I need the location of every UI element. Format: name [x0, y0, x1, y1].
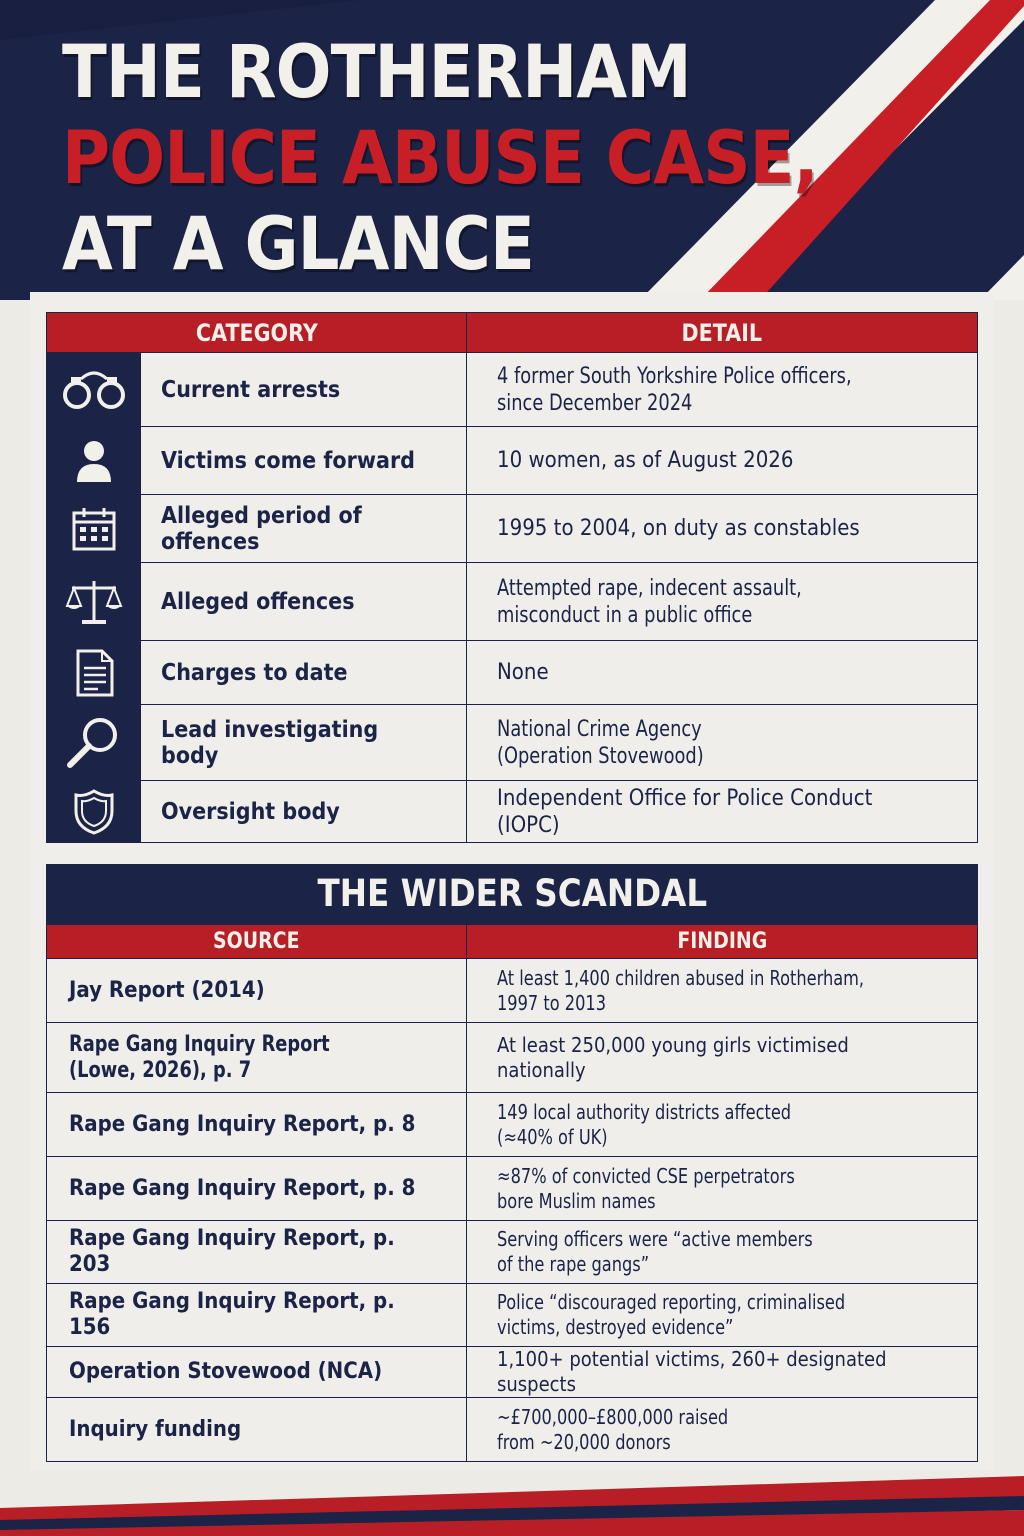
finding-header: FINDING	[467, 925, 978, 959]
shield-icon	[47, 781, 141, 843]
handcuffs-icon	[47, 353, 141, 427]
table-row	[47, 1347, 978, 1398]
magnifier-icon	[47, 705, 141, 781]
source-cell: Rape Gang Inquiry Report (Lowe, 2026), p. 7	[47, 1023, 467, 1093]
category-cell: Lead investigating body	[141, 705, 467, 781]
detail-cell: 1995 to 2004, on duty as constables	[467, 495, 978, 563]
table-row	[47, 781, 978, 843]
title-line-3: AT A GLANCE	[62, 202, 534, 287]
category-cell: Alleged period of offences	[141, 495, 467, 563]
detail-cell: Independent Office for Police Conduct (IOPC)	[467, 781, 978, 843]
title-line-2: POLICE ABUSE CASE,	[62, 116, 818, 201]
finding-cell: 1,100+ potential victims, 260+ designated suspects	[467, 1347, 978, 1398]
category-cell: Oversight body	[141, 781, 467, 843]
person-icon	[47, 427, 141, 495]
source-header: SOURCE	[47, 925, 467, 959]
finding-cell: ≈87% of convicted CSE perpetrators bore Muslim names	[467, 1157, 978, 1221]
finding-cell: 149 local authority districts affected (≈40% of UK)	[467, 1093, 978, 1157]
category-cell: Victims come forward	[141, 427, 467, 495]
source-cell: Rape Gang Inquiry Report, p. 8	[47, 1093, 467, 1157]
wider-scandal-title: THE WIDER SCANDAL	[46, 864, 978, 924]
document-icon	[47, 641, 141, 705]
table-row	[47, 495, 978, 563]
finding-cell: ~£700,000–£800,000 raised from ~20,000 donors	[467, 1398, 978, 1462]
table-row	[47, 959, 978, 1023]
detail-cell: Attempted rape, indecent assault, misconduct in a public office	[467, 563, 978, 641]
source-cell: Jay Report (2014)	[47, 959, 467, 1023]
footer-brush-stripes	[0, 1470, 1024, 1536]
source-cell: Rape Gang Inquiry Report, p. 8	[47, 1157, 467, 1221]
wider-scandal-header	[47, 925, 978, 959]
source-cell: Rape Gang Inquiry Report, p. 203	[47, 1221, 467, 1284]
detail-cell: None	[467, 641, 978, 705]
finding-cell: At least 1,400 children abused in Rotherham, 1997 to 2013	[467, 959, 978, 1023]
case-table-header	[47, 313, 978, 353]
category-cell: Alleged offences	[141, 563, 467, 641]
table-row	[47, 1093, 978, 1157]
source-cell: Rape Gang Inquiry Report, p. 156	[47, 1284, 467, 1347]
content-panel	[30, 292, 994, 1472]
table-row	[47, 1023, 978, 1093]
table-row	[47, 1221, 978, 1284]
category-cell: Charges to date	[141, 641, 467, 705]
case-table	[46, 312, 978, 843]
category-header: CATEGORY	[47, 313, 467, 353]
table-row	[47, 1398, 978, 1462]
header-banner	[0, 0, 1024, 300]
table-row	[47, 563, 978, 641]
detail-cell: 4 former South Yorkshire Police officers, since December 2024	[467, 353, 978, 427]
table-row	[47, 353, 978, 427]
page-title	[62, 30, 818, 288]
title-line-1: THE ROTHERHAM	[62, 30, 691, 115]
detail-header: DETAIL	[467, 313, 978, 353]
finding-cell: At least 250,000 young girls victimised nationally	[467, 1023, 978, 1093]
calendar-icon	[47, 495, 141, 563]
source-cell: Operation Stovewood (NCA)	[47, 1347, 467, 1398]
detail-cell: National Crime Agency (Operation Stovewood)	[467, 705, 978, 781]
table-row	[47, 427, 978, 495]
table-row	[47, 641, 978, 705]
finding-cell: Police “discouraged reporting, criminalised victims, destroyed evidence”	[467, 1284, 978, 1347]
category-cell: Current arrests	[141, 353, 467, 427]
finding-cell: Serving officers were “active members of the rape gangs”	[467, 1221, 978, 1284]
table-row	[47, 705, 978, 781]
detail-cell: 10 women, as of August 2026	[467, 427, 978, 495]
scales-icon	[47, 563, 141, 641]
table-row	[47, 1157, 978, 1221]
wider-scandal-table	[46, 924, 978, 1462]
source-cell: Inquiry funding	[47, 1398, 467, 1462]
table-row	[47, 1284, 978, 1347]
